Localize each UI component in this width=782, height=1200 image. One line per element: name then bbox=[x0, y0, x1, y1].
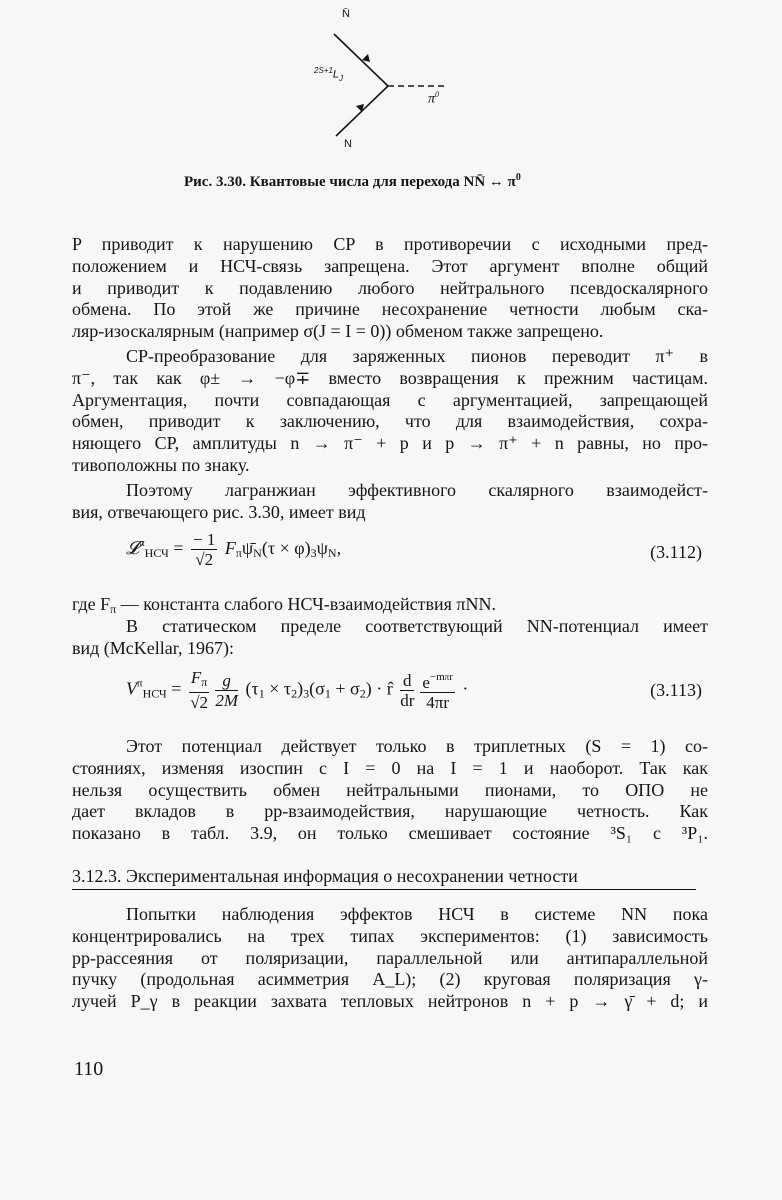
paragraph-6 bbox=[72, 904, 708, 1013]
p3-line-2: вия, отвечающего рис. 3.30, имеет вид bbox=[72, 501, 366, 522]
p1-line-1: P приводит к нарушению CP в противоречии с исходными пред- bbox=[72, 234, 708, 254]
p5-line-4: дает вкладов в pp-взаимодействия, нарушающие четность. Как bbox=[72, 801, 708, 822]
label-pion: $\pi^0$ bbox=[428, 90, 440, 107]
p2-line-1: CP-преобразование для заряженных пионов переводит π⁺ в bbox=[126, 346, 708, 366]
equation-3-112-number: (3.112) bbox=[650, 542, 702, 562]
p1-line-2: положением и НСЧ-связь запрещена. Этот аргумент вполне общий bbox=[72, 255, 708, 276]
equation-3-113 bbox=[72, 668, 708, 718]
label-nucleon: N bbox=[344, 138, 352, 150]
p5-line-5: показано в табл. 3.9, он только смешивает состояние ³S₁ с ³P₁. bbox=[72, 823, 708, 844]
equation-3-113-number: (3.113) bbox=[650, 680, 702, 700]
p5-line-3: нельзя осуществить обмен нейтральными пионами, то ОПО не bbox=[72, 779, 708, 800]
section-heading: 3.12.3. Экспериментальная информация о несохранении четности bbox=[72, 866, 696, 890]
paragraph-2 bbox=[72, 346, 708, 477]
p1-line-3: и приводит к подавлению любого нейтрального псевдоскалярного bbox=[72, 277, 708, 298]
p2-line-2: π⁻, так как φ± → −φ∓ вместо возвращения к прежним частицам. bbox=[72, 367, 708, 388]
paragraph-1 bbox=[72, 234, 708, 343]
label-antinucleon: N̄ bbox=[342, 8, 350, 20]
paragraph-4 bbox=[72, 616, 708, 660]
p6-line-4: пучку (продольная асимметрия A_L); (2) круговая поляризация γ- bbox=[72, 969, 708, 990]
label-partial-wave: $^{2S+1}L_J$ bbox=[314, 66, 344, 83]
page-number: 110 bbox=[74, 1058, 104, 1080]
equation-3-112-body: 𝓛$^\pi_{НСЧ}$ = $\frac{- 1}{√2}$ $F_\pi\psī_N(\tau \times \varphi)_3\psi_N$, bbox=[126, 530, 342, 569]
arrow-upper bbox=[362, 54, 370, 62]
p2-line-6: тивоположны по знаку. bbox=[72, 454, 250, 475]
p6-line-3: pp-рассеяния от поляризации, параллельной или антипараллельной bbox=[72, 947, 708, 968]
paragraph-3 bbox=[72, 480, 708, 524]
caption-sup: 0 bbox=[515, 172, 521, 183]
p4-line-2: вид (McKellar, 1967): bbox=[72, 637, 235, 658]
equation-3-113-body: $V^\pi_{НСЧ}$ = $\frac{F_\pi}{√2}$ $\frac{g}{2M}$ $(\tau_1 \times \tau_2)_3(\sigma_1 + \sigma_2)$ · r̂ $\frac{d}{dr}$ $\frac{e^{-m\pi r}}{4\pi r}$ · bbox=[126, 668, 469, 712]
p2-line-3: Аргументация, почти совпадающая с аргументацией, запрещающей bbox=[72, 389, 708, 410]
vertex-diagram bbox=[310, 6, 530, 166]
equation-3-112 bbox=[72, 530, 708, 580]
p4-line-1: В статическом пределе соответствующий NN-потенциал имеет bbox=[126, 616, 708, 636]
paragraph-5 bbox=[72, 736, 708, 845]
p2-line-4: обмен, приводит к заключению, что для взаимодействия, сохра- bbox=[72, 411, 708, 432]
p3-line-1: Поэтому лагранжиан эффективного скалярного взаимодейст- bbox=[126, 480, 708, 500]
p1-line-5: ляр-изоскалярным (например σ(J = I = 0)) обменом также запрещено. bbox=[72, 321, 604, 342]
p2-line-5: няющего CP, амплитуды n → π⁻ + p и p → π⁺ + n равны, но про- bbox=[72, 433, 708, 454]
caption-text: Квантовые числа для перехода NN̄ ↔ π bbox=[249, 174, 516, 190]
p6-line-1: Попытки наблюдения эффектов НСЧ в системе NN пока bbox=[126, 904, 708, 924]
where-line-text: где $F_\pi$ — константа слабого НСЧ-взаимодействия πNN. bbox=[72, 594, 496, 616]
p6-line-5: лучей P_γ в реакции захвата тепловых нейтронов n + p → γ̄ + d; и bbox=[72, 991, 708, 1012]
p1-line-4: обмена. По этой же причине несохранение четности любым ска- bbox=[72, 299, 708, 320]
figure-caption bbox=[184, 172, 604, 191]
p5-line-2: стояниях, изменяя изоспин с I = 0 на I = 1 и наоборот. Так как bbox=[72, 757, 708, 778]
caption-prefix: Рис. 3.30. bbox=[184, 174, 246, 190]
p6-line-2: концентрировались на трех типах экспериментов: (1) зависимость bbox=[72, 925, 708, 946]
vertex-diagram-lines bbox=[310, 6, 530, 166]
p5-line-1: Этот потенциал действует только в триплетных (S = 1) со- bbox=[126, 736, 708, 756]
